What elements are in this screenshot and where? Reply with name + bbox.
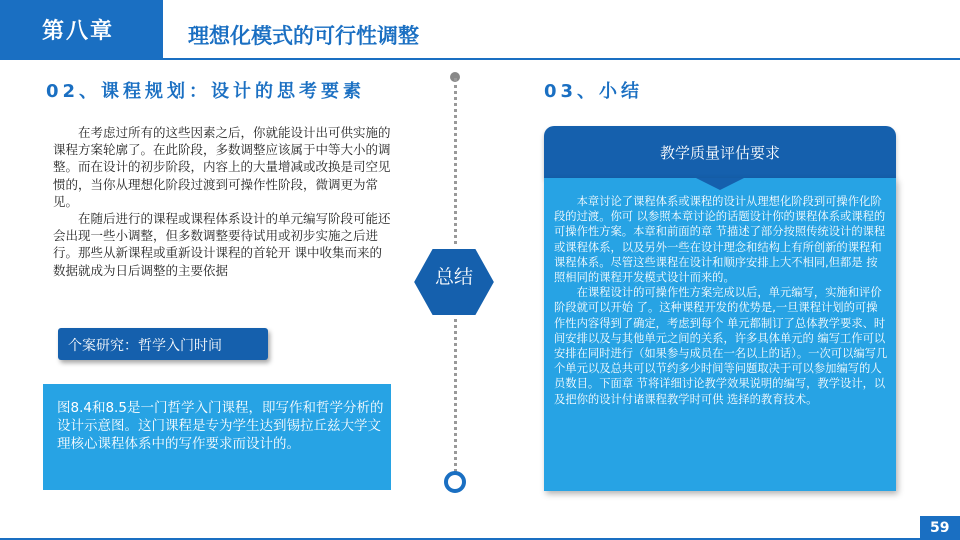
case-study-label [58, 328, 268, 360]
case-study-box [43, 384, 391, 490]
page-number: 59 [930, 520, 950, 536]
header-divider [163, 58, 960, 60]
chapter-label: 第八章 [42, 19, 115, 44]
case-study-text: 图8.4和8.5是一门哲学入门课程，即写作和哲学分析的设计示意图。这门课程是专为学生达到锡拉丘兹大学文理核心课程体系中的写作要求而设计的。 [57, 400, 384, 452]
chapter-tab [0, 0, 163, 60]
case-study-label-text: 个案研究：哲学入门时间 [68, 338, 222, 354]
timeline-bottom-ring [444, 471, 466, 493]
summary-card-title: 教学质量评估要求 [659, 144, 780, 162]
paragraph: 在随后进行的课程或课程体系设计的单元编写阶段可能还会出现一些小调整，但多数调整要待试用或初步实施之后进行。那些从新课程或重新设计课程的首轮开 课中收集而来的数据就成为日后调整的主要依据 [53, 211, 391, 278]
summary-card-header [544, 126, 896, 178]
section-heading-summary: 03、小结 [544, 81, 644, 102]
paragraph: 在课程设计的可操作性方案完成以后，单元编写，实施和评价阶段就可以开始 了。这种课程开发的优势是,一旦课程计划的可操作性内容得到了确定，考虑到每个 单元都制订了总体教学要求、时间安排以及与其他单元之间的关系，许多具体单元的 编写工作可以安排在同时进行（如果参与成员在一名以上的话）。一次可以编写几个单元以及总共可以节约多少时间等问题取决于可以参加编写的人员数目。下面章 节将详细讨论教学效果说明的编写，教学设计，以及把你的设计付诸课程教学时可供 选择的教育技术。 [554, 286, 888, 406]
summary-card-body [544, 178, 896, 491]
page-number-badge [920, 516, 960, 540]
summary-card-notch [696, 178, 744, 190]
summary-card-text [554, 194, 888, 407]
paragraph: 本章讨论了课程体系或课程的设计从理想化阶段到可操作化阶段的过渡。你可 以参照本章讨论的话题设计你的课程体系或课程的可操作性方案。本章和前面的章 节描述了部分按照传统设计的课程或课程体系，以及另外一些在设计理念和结构上有所创新的课程和课程体系。尽管这些课程在设计和顺序安排上大不相同,但都是 按照相同的课程开发模式设计而来的。 [554, 195, 886, 285]
paragraph: 在考虑过所有的这些因素之后，你就能设计出可供实施的课程方案轮廓了。在此阶段，多数调整应该属于中等大小的调整。而在设计的初步阶段，内容上的大量增减或改换是司空见惯的，当你从理想化阶段过渡到可操作性阶段，微调更为常见。 [53, 125, 391, 209]
section-heading-course-planning: 02、课程规划：设计的思考要素 [46, 81, 366, 102]
course-planning-text [53, 124, 391, 279]
slide-title: 理想化模式的可行性调整 [188, 24, 419, 48]
summary-hexagon-label: 总结 [434, 266, 473, 288]
